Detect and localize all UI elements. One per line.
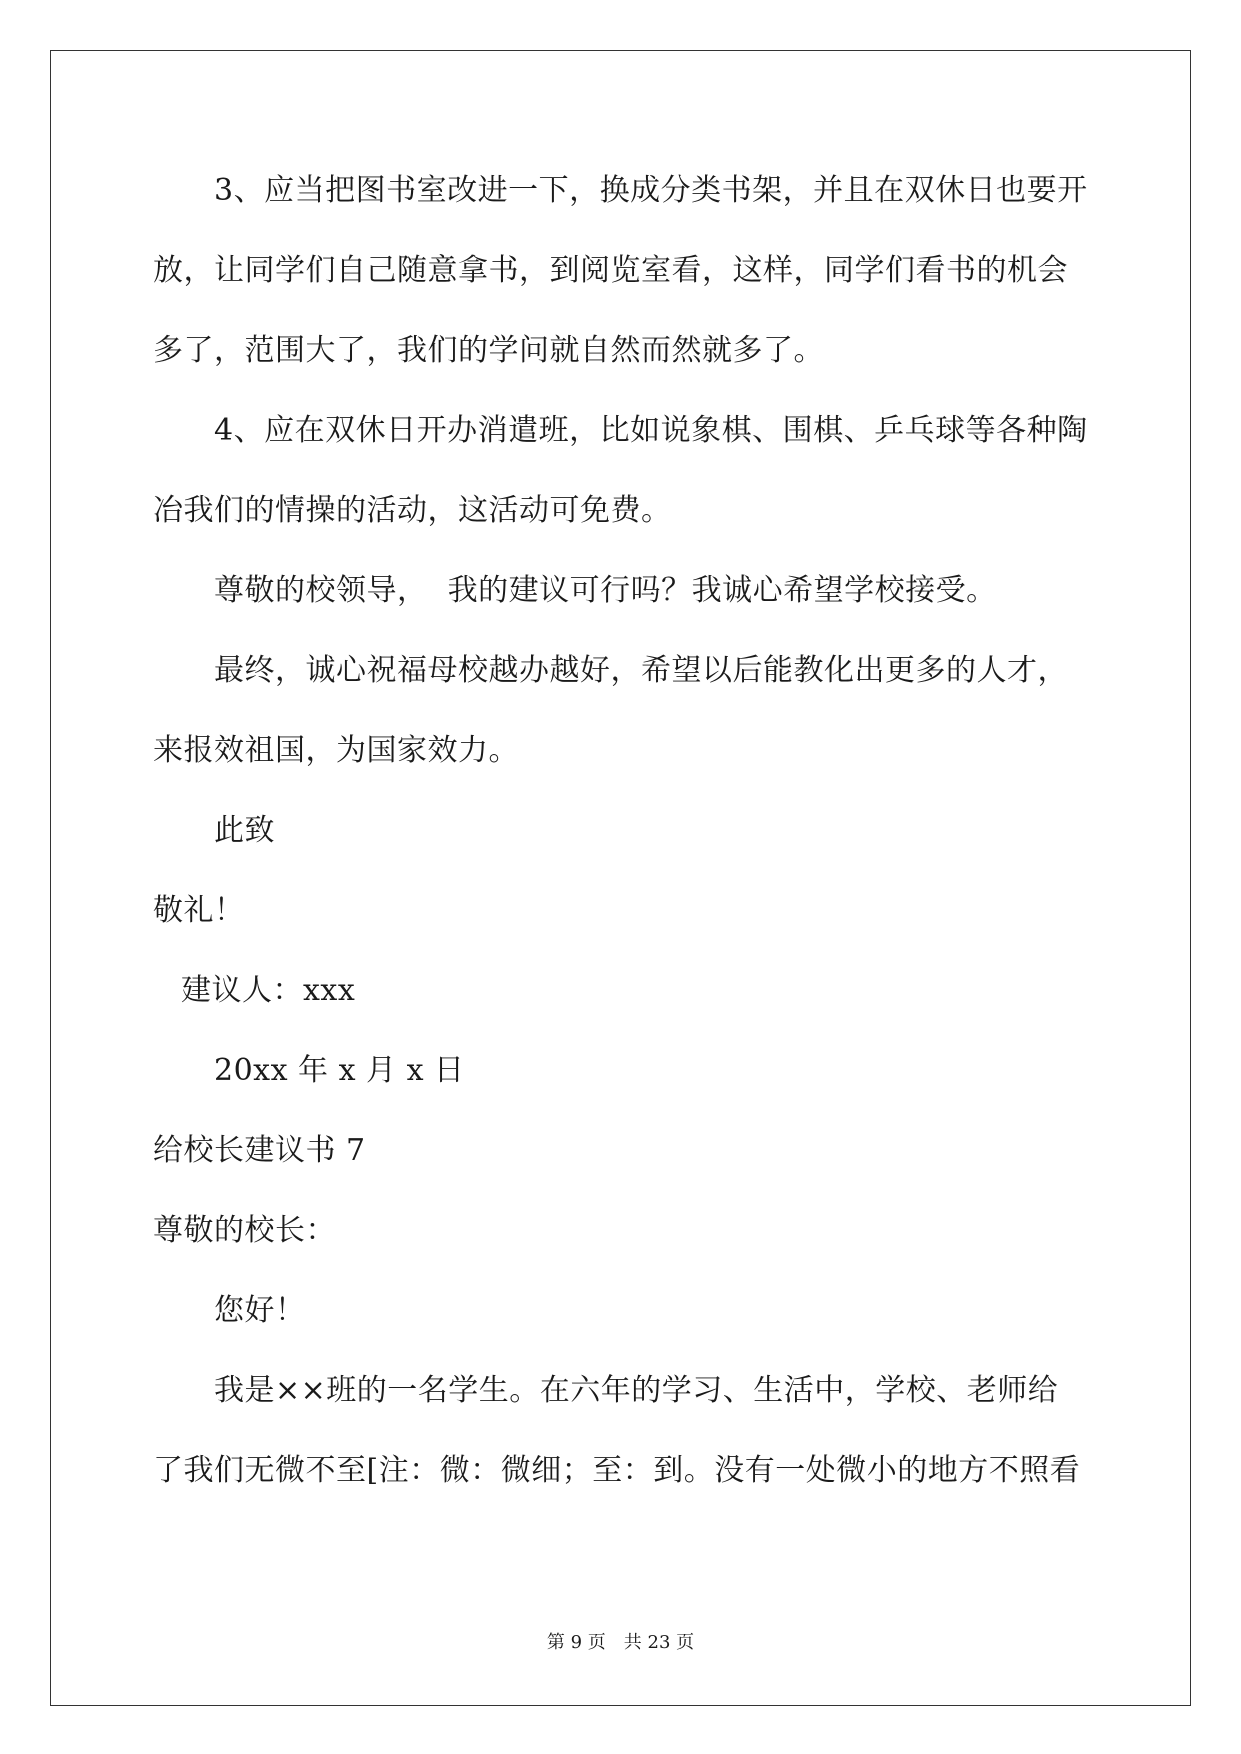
paragraph-line: 我是××班的一名学生。在六年的学习、生活中，学校、老师给 xyxy=(214,1373,1059,1408)
paragraph-line: 来报效祖国，为国家效力。 xyxy=(153,733,519,768)
page-number-footer: 第 9 页 共 23 页 xyxy=(546,1632,695,1653)
paragraph-line: 冶我们的情操的活动，这活动可免费。 xyxy=(153,493,672,528)
section-heading: 给校长建议书 7 xyxy=(153,1133,366,1168)
paragraph-line: 了我们无微不至[注：微：微细；至：到。没有一处微小的地方不照看 xyxy=(153,1453,1081,1488)
paragraph-line: 3、应当把图书室改进一下，换成分类书架，并且在双休日也要开 xyxy=(214,173,1088,208)
greeting-line: 您好！ xyxy=(214,1293,306,1328)
signature-line: 建议人：xxx xyxy=(181,973,356,1008)
paragraph-line: 4、应在双休日开办消遣班，比如说象棋、围棋、乒乓球等各种陶 xyxy=(214,413,1088,448)
paragraph-line: 多了，范围大了，我们的学问就自然而然就多了。 xyxy=(153,333,824,368)
paragraph-line: 放，让同学们自己随意拿书，到阅览室看，这样，同学们看书的机会 xyxy=(153,253,1068,288)
greeting-line: 尊敬的校长： xyxy=(153,1213,336,1248)
date-line: 20xx 年 x 月 x 日 xyxy=(214,1053,465,1088)
paragraph-line: 最终，诚心祝福母校越办越好，希望以后能教化出更多的人才， xyxy=(214,653,1068,688)
salutation-line: 敬礼！ xyxy=(153,893,245,928)
closing-line: 此致 xyxy=(214,813,275,848)
paragraph-line: 尊敬的校领导， 我的建议可行吗？我诚心希望学校接受。 xyxy=(214,573,997,608)
